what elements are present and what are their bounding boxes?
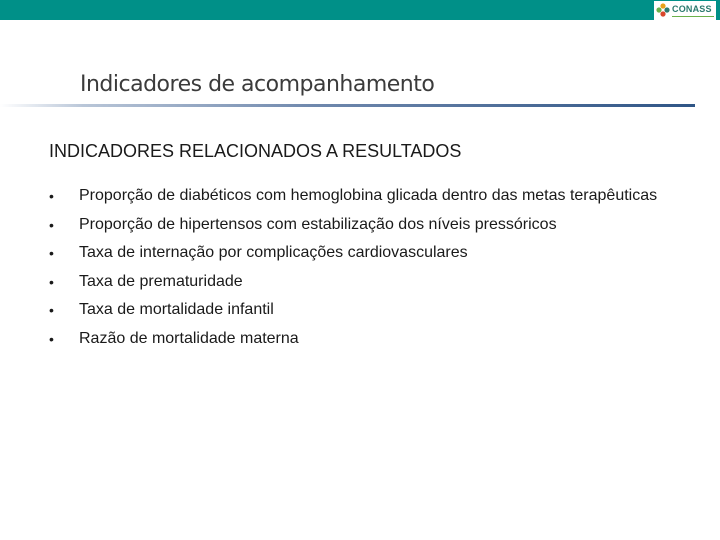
list-item xyxy=(49,268,669,297)
list-item-text: Taxa de prematuridade xyxy=(79,272,243,290)
list-item-text: Taxa de internação por complicações cardiovasculares xyxy=(79,244,468,261)
bullet-icon: • xyxy=(49,216,54,233)
list-item xyxy=(49,239,669,268)
indicator-list xyxy=(49,182,669,353)
conass-logo xyxy=(654,1,716,23)
list-item-text: Razão de mortalidade materna xyxy=(79,329,299,347)
header-bar xyxy=(0,0,720,20)
list-item xyxy=(49,296,669,325)
bullet-icon: • xyxy=(49,188,54,204)
bullet-icon: • xyxy=(49,302,54,318)
conass-emblem-icon xyxy=(655,2,671,20)
list-item xyxy=(49,211,669,240)
section-heading: INDICADORES RELACIONADOS A RESULTADOS xyxy=(49,141,462,161)
list-item xyxy=(49,182,669,211)
list-item-text: Proporção de diabéticos com hemoglobina glicada dentro das metas terapêuticas xyxy=(79,187,658,204)
bullet-icon: • xyxy=(49,330,54,347)
logo-underline xyxy=(672,16,714,17)
list-item-text: Taxa de mortalidade infantil xyxy=(79,301,274,318)
logo-text: CONASS xyxy=(672,4,712,14)
bullet-icon: • xyxy=(49,273,54,290)
page-title: Indicadores de acompanhamento xyxy=(80,72,435,97)
list-item xyxy=(49,325,669,354)
bullet-icon: • xyxy=(49,245,54,261)
title-divider xyxy=(0,104,695,107)
list-item-text: Proporção de hipertensos com estabilização dos níveis pressóricos xyxy=(79,215,557,233)
